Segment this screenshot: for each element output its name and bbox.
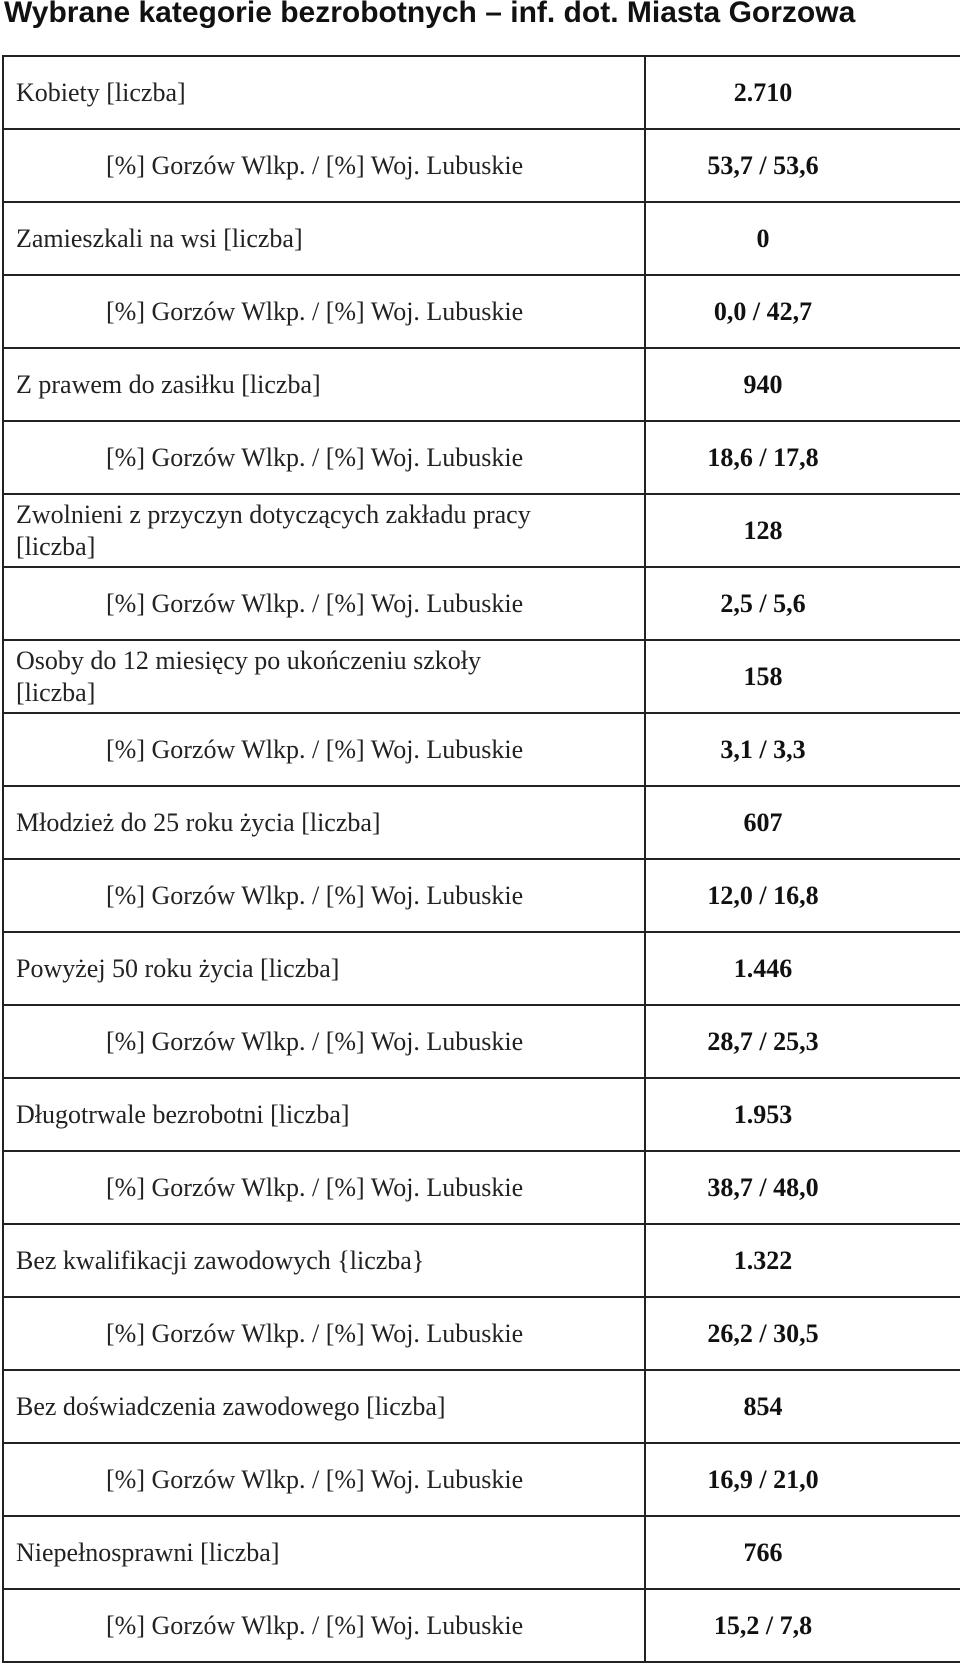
- category-value: 766: [645, 1516, 960, 1589]
- category-label: Powyżej 50 roku życia [liczba]: [3, 932, 645, 1005]
- table-row: [3, 348, 960, 421]
- category-value: 2.710: [645, 56, 960, 129]
- category-value: 158: [645, 640, 960, 713]
- table-row: [3, 1005, 960, 1078]
- percent-label: [%] Gorzów Wlkp. / [%] Woj. Lubuskie: [3, 1151, 645, 1224]
- table-row: [3, 421, 960, 494]
- table-row: [3, 1297, 960, 1370]
- category-value: 1.446: [645, 932, 960, 1005]
- category-label-line2: [liczba]: [16, 677, 96, 707]
- table-row: [3, 494, 960, 567]
- category-label-line1: Osoby do 12 miesięcy po ukończeniu szkoły: [16, 645, 482, 675]
- table-row: [3, 1589, 960, 1662]
- percent-label: [%] Gorzów Wlkp. / [%] Woj. Lubuskie: [3, 421, 645, 494]
- category-value: 854: [645, 1370, 960, 1443]
- table-row: [3, 202, 960, 275]
- category-value: 607: [645, 786, 960, 859]
- category-value: 1.322: [645, 1224, 960, 1297]
- category-label-line2: [liczba]: [16, 531, 96, 561]
- page-title: Wybrane kategorie bezrobotnych – inf. dot. Miasta Gorzowa: [4, 0, 856, 29]
- table-row: [3, 1078, 960, 1151]
- percent-value: 53,7 / 53,6: [645, 129, 960, 202]
- percent-label: [%] Gorzów Wlkp. / [%] Woj. Lubuskie: [3, 713, 645, 786]
- table-row: [3, 786, 960, 859]
- table-row: [3, 1516, 960, 1589]
- category-value: 940: [645, 348, 960, 421]
- category-value: 0: [645, 202, 960, 275]
- percent-label: [%] Gorzów Wlkp. / [%] Woj. Lubuskie: [3, 1005, 645, 1078]
- unemployment-table: [2, 55, 960, 1663]
- percent-label: [%] Gorzów Wlkp. / [%] Woj. Lubuskie: [3, 1297, 645, 1370]
- category-label: Zamieszkali na wsi [liczba]: [3, 202, 645, 275]
- category-label: Bez kwalifikacji zawodowych {liczba}: [3, 1224, 645, 1297]
- table-row: [3, 932, 960, 1005]
- category-label: [3, 494, 645, 567]
- table-row: [3, 56, 960, 129]
- percent-value: 38,7 / 48,0: [645, 1151, 960, 1224]
- table-row: [3, 640, 960, 713]
- category-value: 128: [645, 494, 960, 567]
- table-row: [3, 567, 960, 640]
- category-label: Kobiety [liczba]: [3, 56, 645, 129]
- percent-value: 2,5 / 5,6: [645, 567, 960, 640]
- percent-value: 26,2 / 30,5: [645, 1297, 960, 1370]
- table-row: [3, 859, 960, 932]
- table-row: [3, 713, 960, 786]
- percent-label: [%] Gorzów Wlkp. / [%] Woj. Lubuskie: [3, 1443, 645, 1516]
- table-row: [3, 275, 960, 348]
- percent-value: 15,2 / 7,8: [645, 1589, 960, 1662]
- percent-label: [%] Gorzów Wlkp. / [%] Woj. Lubuskie: [3, 129, 645, 202]
- table-row: [3, 129, 960, 202]
- percent-label: [%] Gorzów Wlkp. / [%] Woj. Lubuskie: [3, 567, 645, 640]
- percent-value: 3,1 / 3,3: [645, 713, 960, 786]
- category-label-line1: Zwolnieni z przyczyn dotyczących zakładu pracy: [16, 499, 531, 529]
- percent-value: 16,9 / 21,0: [645, 1443, 960, 1516]
- percent-label: [%] Gorzów Wlkp. / [%] Woj. Lubuskie: [3, 859, 645, 932]
- table-row: [3, 1443, 960, 1516]
- percent-label: [%] Gorzów Wlkp. / [%] Woj. Lubuskie: [3, 1589, 645, 1662]
- table-row: [3, 1151, 960, 1224]
- category-label: Z prawem do zasiłku [liczba]: [3, 348, 645, 421]
- category-label: [3, 640, 645, 713]
- percent-value: 12,0 / 16,8: [645, 859, 960, 932]
- percent-value: 0,0 / 42,7: [645, 275, 960, 348]
- category-label: Długotrwale bezrobotni [liczba]: [3, 1078, 645, 1151]
- category-label: Bez doświadczenia zawodowego [liczba]: [3, 1370, 645, 1443]
- category-label: Niepełnosprawni [liczba]: [3, 1516, 645, 1589]
- table-row: [3, 1224, 960, 1297]
- percent-value: 18,6 / 17,8: [645, 421, 960, 494]
- category-label: Młodzież do 25 roku życia [liczba]: [3, 786, 645, 859]
- category-value: 1.953: [645, 1078, 960, 1151]
- table-row: [3, 1370, 960, 1443]
- percent-value: 28,7 / 25,3: [645, 1005, 960, 1078]
- percent-label: [%] Gorzów Wlkp. / [%] Woj. Lubuskie: [3, 275, 645, 348]
